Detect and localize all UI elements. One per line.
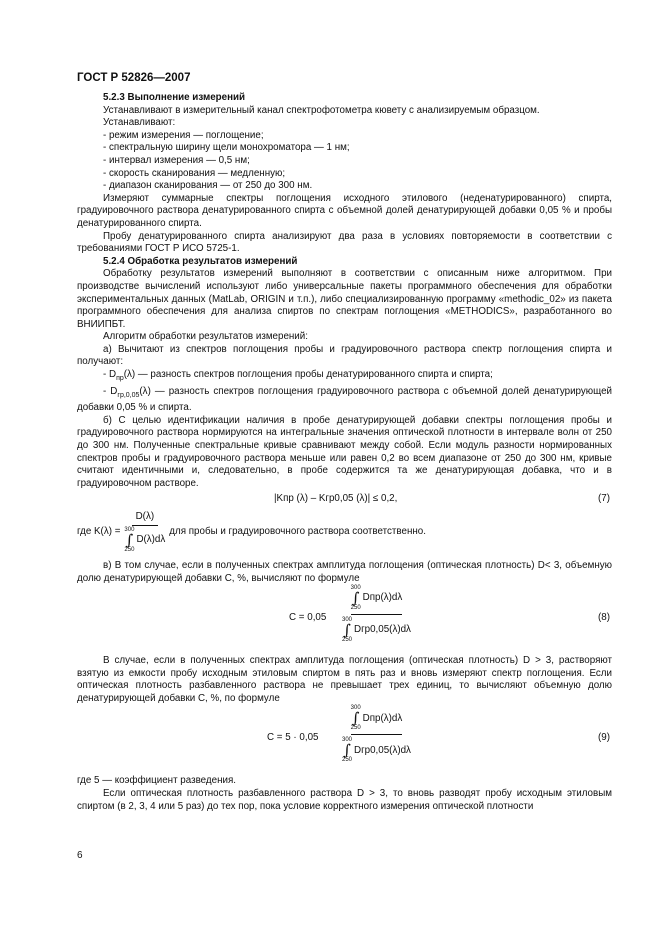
list-item: - режим измерения — поглощение; xyxy=(103,129,264,141)
equation-number: (9) xyxy=(598,732,610,744)
section-heading-523: 5.2.3 Выполнение измерений xyxy=(103,92,246,103)
equation-9: C = 5 · 0,05 300 ∫ 250 Dпр(λ)dλ 300 ∫ 250 Dгр0,05(λ)dλ (9) xyxy=(267,705,610,764)
document-body xyxy=(77,92,612,813)
paragraph: Если оптическая плотность разбавленного раствора D > 3, то вновь разводят пробу исходным этиловым спиртом (в 2, 3, 4 или 5 раз) до тех пор, пока условие корректного измерения оптической плотности xyxy=(77,788,612,812)
equation-number: (8) xyxy=(598,612,610,624)
list-item: - спектральную ширину щели монохроматора — 1 нм; xyxy=(103,142,350,154)
paragraph: Алгоритм обработки результатов измерений: xyxy=(103,331,308,343)
definition-item: - $D_{пр}(\lambda)$ — разность спектров поглощения пробы денатурированного спирта и спирта; xyxy=(103,369,493,383)
list-item: - диапазон сканирования — от 250 до 300 нм. xyxy=(103,180,313,192)
equation-number: (7) xyxy=(598,493,610,505)
integral-sign: 300 ∫ 250 xyxy=(342,617,353,644)
equation-fraction: 300 ∫ 250 Dпр(λ)dλ 300 ∫ 250 Dгр0,05(λ)dλ xyxy=(342,705,411,764)
integral-sign: 300 ∫ 250 xyxy=(124,526,135,553)
k-fraction: D(λ) 300 ∫ 250 D(λ)dλ xyxy=(124,511,166,553)
definition-item: - $D_{гр,0,05}(\lambda)$ — разность спектров поглощения градуировочного раствора с объемной долей денатурирующей добавки 0,05 % и спирта. xyxy=(77,385,612,414)
page-number: 6 xyxy=(77,850,83,861)
integral-sign: 300 ∫ 250 xyxy=(342,737,353,764)
paragraph: в) В том случае, если в полученных спектрах амплитуда поглощения (оптическая плотность) D< 3, объемную долю денатурирующей добавки С, %, вычисляют по формуле xyxy=(77,559,612,584)
integral-sign: 300 ∫ 250 xyxy=(350,585,361,612)
paragraph: Обработку результатов измерений выполняют в соответствии с описанным ниже алгоритмом. При производстве вычислений используют либо универсальные пакеты программного обеспечения для обработки экспериментальных данных (MatLab, ORIGIN и т.п.), либо специализированную программу «methodic_02» из пакета программного обеспечения для анализа спиртов по спектрам поглощения «METHODICS», разработанного во ВНИИПБТ. xyxy=(77,268,612,330)
list-item: - скорость сканирования — медленную; xyxy=(103,167,286,179)
equation-fraction: 300 ∫ 250 Dпр(λ)dλ 300 ∫ 250 Dгр0,05(λ)dλ xyxy=(342,585,411,644)
equation-text: |Kпр (λ) – Kгр0,05 (λ)| ≤ 0,2, xyxy=(274,493,398,505)
paragraph: Измеряют суммарные спектры поглощения исходного этилового (неденатурированного) спирта, градуировочного раствора денатурированного спирта с объемной долей денатурирующей добавки 0,05 % и пробы денатурированного спирта. xyxy=(77,192,612,229)
paragraph: Пробу денатурированного спирта анализируют два раза в условиях повторяемости в соответствии с требованиями ГОСТ Р ИСО 5725-1. xyxy=(77,230,612,255)
paragraph: В случае, если в полученных спектрах амплитуда поглощения (оптическая плотность) D > 3, растворяют взятую из емкости пробу исходным этиловым спиртом в пять раз и вновь измеряют спектр поглощения. Если оптическая плотность разбавленного раствора не превышает трех единиц, то вычисляют объемную долю денатурирующей добавки С, %, по формуле xyxy=(77,655,612,704)
paragraph: где 5 — коэффициент разведения. xyxy=(77,775,236,787)
paragraph: Устанавливают в измерительный канал спектрофотометра кювету с анализируемым образцом. xyxy=(103,104,540,116)
paragraph: а) Вычитают из спектров поглощения пробы и градуировочного раствора спектр поглощения спирта и получают: xyxy=(77,343,612,368)
standard-header: ГОСТ Р 52826—2007 xyxy=(77,72,191,84)
k-definition: где K(λ) = D(λ) 300 ∫ 250 D(λ)dλ для пробы и градуировочного раствора соответственно. xyxy=(77,511,426,553)
integral-sign: 300 ∫ 250 xyxy=(350,705,361,732)
equation-7 xyxy=(77,493,612,507)
section-heading-524: 5.2.4 Обработка результатов измерений xyxy=(103,255,298,267)
equation-8: C = 0,05 300 ∫ 250 Dпр(λ)dλ 300 ∫ 250 Dгр0,05(λ)dλ (8) xyxy=(289,585,610,644)
list-item: - интервал измерения — 0,5 нм; xyxy=(103,154,250,166)
paragraph: б) С целью идентификации наличия в пробе денатурирующей добавки спектры поглощения пробы и градуировочного раствора нормируются на интегральные значения оптической плотности в интервале волн от 250 до 300 нм. Полученные спектральные кривые сравнивают между собой. Если модуль разности нормированных спектров пробы и градуировочного раствора меньше или равен 0,2 во всем диапазоне от 250 до 300 нм, кривые считают идентичными и, следовательно, в пробе содержится та же денатурирующая добавка, что и в градуировочном растворе. xyxy=(77,414,612,489)
paragraph: Устанавливают: xyxy=(103,117,176,129)
